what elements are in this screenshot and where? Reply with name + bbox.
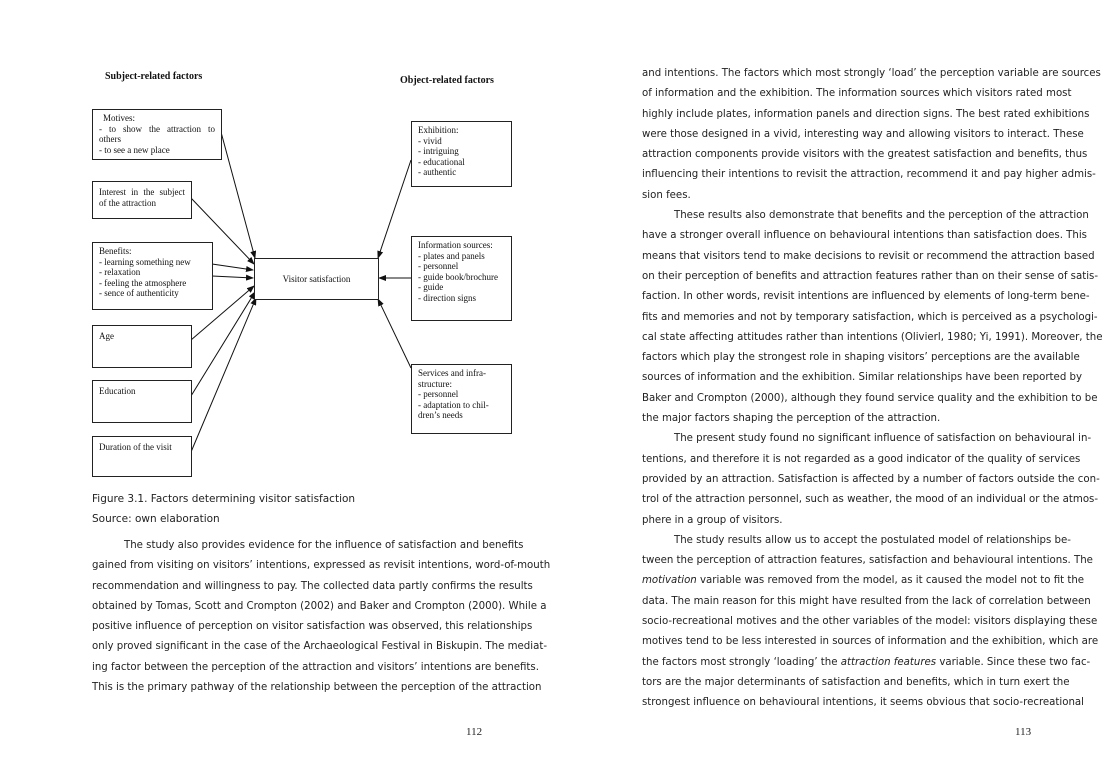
right-page: [550, 0, 1103, 778]
figure-source: Source: own elaboration: [92, 513, 220, 525]
services-box: [411, 364, 512, 434]
text-line: the factors most strongly ‘loading’ the attraction features variable. Since these two fac-: [642, 656, 1091, 668]
information-item: - plates and panels: [418, 250, 485, 261]
left-body-paragraph: [92, 536, 551, 698]
text-line: on their perception of benefits and attraction features rather than on their sense of satis-: [642, 270, 1099, 282]
text-line: The study results allow us to accept the postulated model of relationships be-: [674, 534, 1071, 546]
motives-item: others: [99, 134, 121, 144]
services-item: - adaptation to chil-: [418, 399, 489, 410]
benefits-item: - relaxation: [99, 267, 141, 277]
information-item: - direction signs: [418, 292, 476, 303]
benefits-item: - feeling the atmosphere: [99, 277, 187, 288]
text-line: fits and memories and not by temporary satisfaction, which is perceived as a psychologi-: [642, 311, 1098, 323]
text-line: sion fees.: [642, 189, 691, 201]
text-line: influencing their intentions to revisit the attraction, recommend it and pay higher admis-: [642, 169, 1096, 181]
text-line: motivation variable was removed from the model, as it caused the model not to fit the: [642, 575, 1085, 587]
text-line: This is the primary pathway of the relationship between the perception of the attraction: [92, 682, 542, 694]
text-line: The study also provides evidence for the influence of satisfaction and benefits: [124, 540, 524, 551]
services-item: - personnel: [418, 389, 459, 399]
visitor-satisfaction-box: [254, 258, 379, 300]
information-sources-box: [411, 236, 512, 321]
benefits-title: Benefits:: [99, 246, 132, 256]
text-line: tors are the major determinants of satisfaction and benefits, which in turn exert the: [642, 676, 1070, 688]
text-line: only proved significant in the case of the Archaeological Festival in Biskupin. The mediat-: [92, 641, 548, 653]
text-line: were those designed in a vivid, interesting way and allowing visitors to interact. These: [642, 128, 1084, 140]
left-page: [0, 0, 550, 778]
exhibition-item: - educational: [418, 156, 465, 167]
visitor-satisfaction-label: Visitor satisfaction: [282, 273, 351, 284]
text-line: ing factor between the perception of the attraction and visitors’ intentions are benefits.: [92, 661, 539, 673]
text-line: sources of information and the exhibition. Similar relationships have been reported by: [642, 372, 1083, 384]
age-label: Age: [99, 331, 114, 341]
text-line: factors which play the strongest role in shaping visitors’ perceptions are the available: [642, 352, 1080, 364]
subject-factors-header: Subject-related factors: [105, 71, 203, 82]
text-line: Baker and Crompton (2000), although they found service quality and the exhibition to be: [642, 392, 1098, 404]
arrow-duration: [191, 298, 256, 452]
arrow-benefits-2: [212, 276, 253, 278]
body-paragraph: [642, 429, 1100, 530]
page-number-right: 113: [1015, 726, 1032, 738]
text-line: obtained by Tomas, Scott and Crompton (2002) and Baker and Crompton (2000). While a: [92, 600, 547, 612]
body-paragraph: [642, 64, 1101, 206]
exhibition-title: Exhibition:: [418, 125, 459, 135]
figure-caption: Figure 3.1. Factors determining visitor satisfaction: [92, 493, 356, 505]
body-paragraph: [642, 206, 1103, 429]
text-line: tween the perception of attraction features, satisfaction and behavioural intentions. The: [642, 555, 1093, 567]
interest-label: of the attraction: [99, 197, 156, 208]
services-title: structure:: [418, 378, 452, 389]
motives-box: [92, 109, 222, 160]
duration-label: Duration of the visit: [99, 442, 172, 452]
text-line: attraction components provide visitors with the greatest satisfaction and benefits, thus: [642, 149, 1088, 161]
text-line: motives tend to be less interested in sources of information and the exhibition, which are: [642, 636, 1099, 648]
motives-item: - to show the attraction to: [99, 123, 215, 134]
text-line: the major factors shaping the perception of the attraction.: [642, 413, 941, 425]
benefits-item: - learning something new: [99, 256, 191, 267]
exhibition-item: - intriguing: [418, 146, 459, 156]
object-factors-header: Object-related factors: [400, 75, 494, 86]
text-line: The present study found no significant influence of satisfaction on behavioural in-: [674, 433, 1092, 445]
arrow-motives: [221, 132, 255, 258]
text-line: of information and the exhibition. The information sources which visitors rated most: [642, 88, 1072, 100]
text-line: These results also demonstrate that benefits and the perception of the attraction: [674, 210, 1089, 222]
text-line: tentions, and therefore it is not regarded as a good indicator of the quality of services: [642, 453, 1081, 465]
text-line: and intentions. The factors which most strongly ‘load’ the perception variable are sources: [642, 68, 1101, 79]
text-line: have a stronger overall influence on behavioural intentions than satisfaction does. This: [642, 230, 1087, 242]
text-line: faction. In other words, revisit intentions are influenced by elements of long-term bene-: [642, 291, 1090, 303]
education-box: [92, 380, 192, 423]
information-item: - guide: [418, 282, 444, 292]
exhibition-box: [411, 121, 512, 187]
exhibition-item: - vivid: [418, 135, 442, 146]
body-paragraph: [642, 531, 1099, 714]
education-label: Education: [99, 386, 136, 396]
motives-item: - to see a new place: [99, 144, 170, 155]
text-line: means that visitors tend to make decisions to revisit or recommend the attraction based: [642, 250, 1095, 262]
duration-box: [92, 436, 192, 477]
services-item: dren’s needs: [418, 410, 463, 420]
information-title: Information sources:: [418, 240, 493, 250]
information-item: - personnel: [418, 261, 459, 271]
text-line: provided by an attraction. Satisfaction is affected by a number of factors outside the con-: [642, 473, 1100, 485]
text-line: trol of the attraction personnel, such as weather, the mood of an individual or the atmos-: [642, 494, 1099, 506]
arrow-benefits-1: [212, 264, 253, 270]
motives-title: Motives:: [103, 113, 136, 123]
text-line: recommendation and willingness to pay. The collected data partly confirms the results: [92, 580, 533, 592]
exhibition-item: - authentic: [418, 167, 457, 177]
arrow-services: [378, 299, 411, 368]
interest-box: [92, 181, 192, 219]
text-line: strongest influence on behavioural intentions, it seems obvious that socio-recreational: [642, 697, 1085, 709]
benefits-box: [92, 242, 213, 310]
page-number-left: 112: [466, 726, 483, 738]
text-line: positive influence of perception on visitor satisfaction was observed, this relationships: [92, 621, 533, 633]
age-box: [92, 325, 192, 368]
information-item: - guide book/brochure: [418, 271, 498, 282]
benefits-item: - sence of authenticity: [99, 288, 179, 298]
text-line: socio-recreational motives and the other variables of the model: visitors displaying these: [642, 616, 1098, 628]
text-line: highly include plates, information panels and direction signs. The best rated exhibitions: [642, 108, 1090, 120]
interest-label: Interest in the subject: [99, 187, 185, 197]
right-body-text: [642, 64, 1103, 714]
services-title: Services and infra-: [418, 368, 486, 378]
arrow-exhibition: [378, 160, 411, 258]
text-line: phere in a group of visitors.: [642, 514, 783, 526]
text-line: data. The main reason for this might have resulted from the lack of correlation between: [642, 595, 1091, 607]
text-line: cal state affecting attitudes rather than intentions (Olivierl, 1980; Yi, 1991). Moreover, the: [642, 331, 1103, 343]
text-line: gained from visiting on visitors’ intentions, expressed as revisit intentions, word-of-mouth: [92, 560, 551, 572]
